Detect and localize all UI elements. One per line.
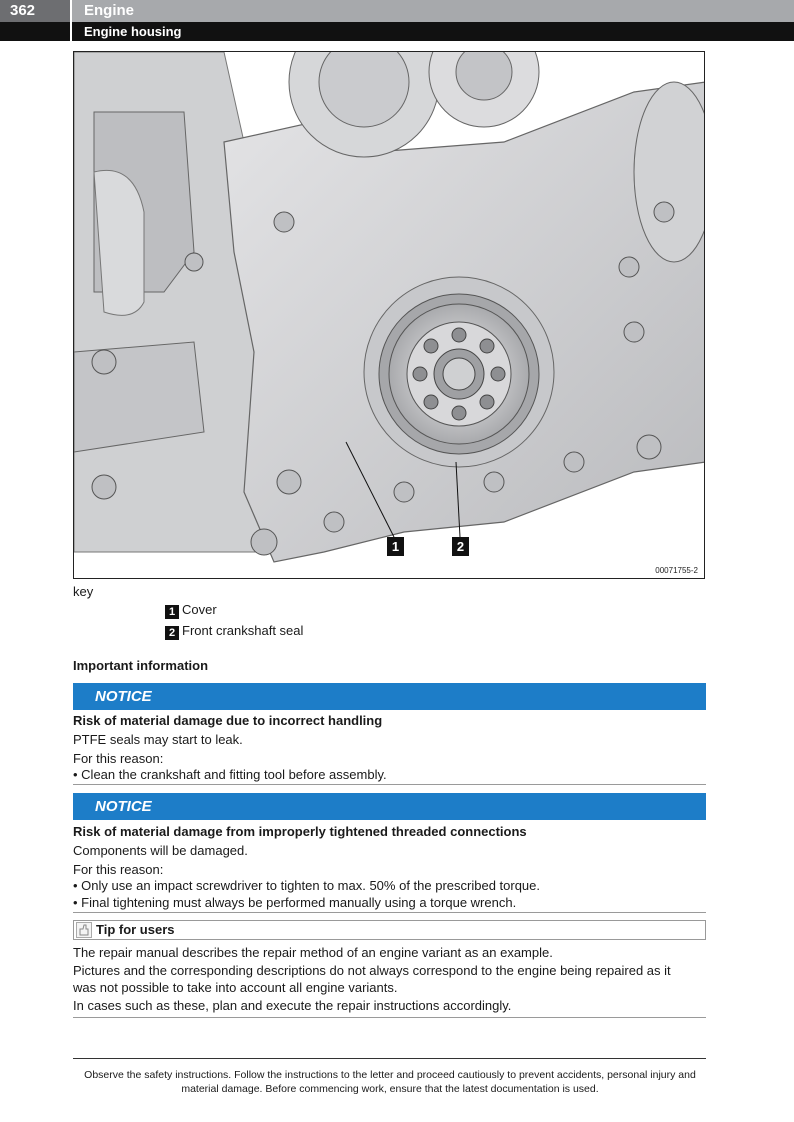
tip-line: Pictures and the corresponding descriptions do not always correspond to the engine being repaired as it [73,963,671,978]
notice-bullet-text: Only use an impact screwdriver to tighten to max. 50% of the prescribed torque. [81,878,541,893]
notice-label: NOTICE [95,798,152,815]
notice-bullet: • Final tightening must always be performed manually using a torque wrench. [73,895,517,910]
notice-reason-intro: For this reason: [73,862,164,877]
key-item [165,602,217,618]
notice-bullet: • Only use an impact screwdriver to tighten to max. 50% of the prescribed torque. [73,878,541,893]
notice-banner [73,793,706,820]
callout-2: 2 [452,537,469,556]
notice-bullet-text: Clean the crankshaft and fitting tool before assembly. [81,767,387,782]
divider [73,784,706,785]
notice-bullet-text: Final tightening must always be performed manually using a torque wrench. [81,895,517,910]
footer-line: material damage. Before commencing work, ensure that the latest documentation is used. [181,1083,599,1095]
header-divider [70,0,72,41]
tip-line: was not possible to take into account all engine variants. [73,980,398,995]
notice-reason-intro: For this reason: [73,751,164,766]
engine-cover-drawing [74,52,705,579]
tip-box [73,920,706,940]
tip-icon [76,922,92,938]
figure-id: 00071755-2 [655,566,698,575]
important-heading: Important information [73,658,209,673]
divider [73,1017,706,1018]
key-item [165,623,303,639]
key-number: 1 [165,605,179,619]
notice-bullet: • Clean the crankshaft and fitting tool before assembly. [73,767,387,782]
chapter-title: Engine [84,2,135,19]
notice-banner [73,683,706,710]
notice-consequence: Components will be damaged. [73,843,248,858]
key-number: 2 [165,626,179,640]
notice-title: Risk of material damage due to incorrect handling [73,713,383,728]
notice-title: Risk of material damage from improperly tightened threaded connections [73,824,527,839]
key-text: Cover [182,602,217,617]
callout-1: 1 [387,537,404,556]
tip-title: Tip for users [96,922,175,937]
notice-consequence: PTFE seals may start to leak. [73,732,243,747]
key-label: key [73,584,94,599]
notice-label: NOTICE [95,688,152,705]
footer-line: Observe the safety instructions. Follow the instructions to the letter and proceed cautiously to prevent accidents, personal injury and [84,1069,696,1081]
tip-line: The repair manual describes the repair method of an engine variant as an example. [73,945,553,960]
tip-line: In cases such as these, plan and execute the repair instructions accordingly. [73,998,512,1013]
divider [73,912,706,913]
footer-safety-note [60,1068,720,1096]
footer-rule [73,1058,706,1059]
section-title: Engine housing [84,24,182,39]
key-text: Front crankshaft seal [182,623,304,638]
page-number: 362 [0,0,70,22]
engine-illustration [73,51,705,579]
